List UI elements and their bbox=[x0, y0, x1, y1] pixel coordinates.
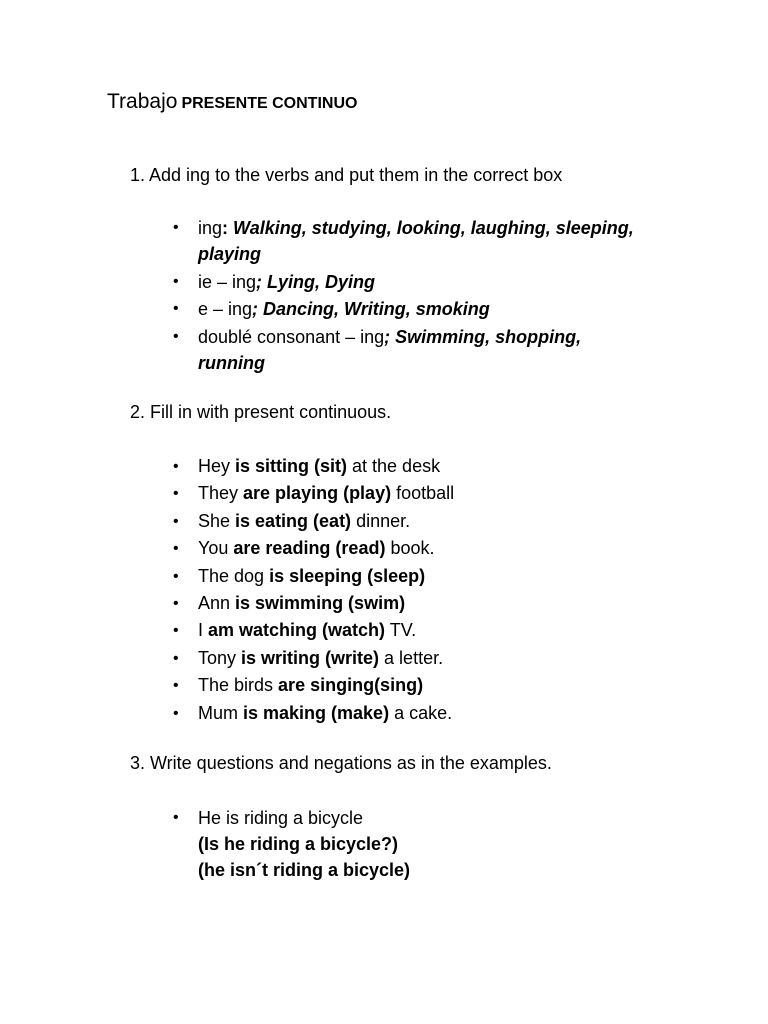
rule-prefix: ie – ing bbox=[198, 272, 257, 292]
rule-separator: ; bbox=[256, 272, 268, 292]
verb-answer: is swimming (swim) bbox=[235, 593, 406, 614]
sentence-start: You bbox=[198, 538, 234, 559]
sentence-start: Ann bbox=[198, 593, 236, 614]
rule-separator: : bbox=[222, 218, 234, 238]
bullet-icon: • bbox=[173, 328, 179, 345]
sentence-end: a letter. bbox=[379, 647, 444, 668]
sentence-start: She bbox=[198, 510, 236, 531]
sentence-start: Tony bbox=[198, 647, 242, 668]
list-item bbox=[0, 453, 638, 480]
title-main: Trabajo bbox=[107, 90, 178, 113]
rule-prefix: e – ing bbox=[198, 299, 253, 319]
bullet-icon: • bbox=[173, 567, 179, 585]
rule-answer: Walking, studying, looking, laughing, sleeping, playing bbox=[198, 218, 634, 264]
bullet-icon: • bbox=[173, 677, 179, 695]
bullet-icon: • bbox=[173, 540, 179, 558]
verb-answer: are playing (play) bbox=[243, 483, 392, 504]
bullet-icon: • bbox=[173, 704, 179, 722]
bullet-icon: • bbox=[173, 485, 179, 503]
list-item bbox=[0, 617, 638, 644]
example-negation: (he isn´t riding a bicycle) bbox=[198, 860, 411, 880]
bullet-icon: • bbox=[173, 809, 179, 826]
rule-answer: Lying, Dying bbox=[267, 272, 376, 292]
list-item bbox=[0, 672, 638, 699]
list-item bbox=[0, 324, 638, 376]
bullet-icon: • bbox=[173, 512, 179, 530]
sentence-end: dinner. bbox=[351, 510, 411, 531]
list-item bbox=[0, 269, 638, 295]
list-item bbox=[0, 563, 638, 590]
sentence-start: The birds bbox=[198, 675, 279, 696]
section-1-heading: 1. Add ing to the verbs and put them in the correct box bbox=[130, 165, 563, 185]
sentence-end: TV. bbox=[385, 620, 417, 641]
verb-answer: are reading (read) bbox=[233, 538, 386, 559]
sentence-end: at the desk bbox=[347, 456, 441, 476]
section-3-list bbox=[0, 805, 638, 883]
sentence-start: Hey bbox=[198, 456, 236, 476]
rule-separator: ; bbox=[384, 327, 396, 347]
list-item bbox=[0, 645, 638, 672]
verb-answer: is making (make) bbox=[243, 702, 390, 723]
bullet-icon: • bbox=[173, 273, 179, 290]
verb-answer: is eating (eat) bbox=[235, 510, 352, 531]
bullet-icon: • bbox=[173, 219, 179, 236]
sentence-start: Mum bbox=[198, 702, 243, 723]
bullet-icon: • bbox=[173, 649, 179, 667]
verb-answer: am watching (watch) bbox=[208, 620, 386, 641]
rule-prefix: ing bbox=[198, 218, 223, 238]
example-statement: He is riding a bicycle bbox=[198, 808, 364, 828]
list-item bbox=[0, 508, 638, 535]
rule-answer: Swimming, shopping, running bbox=[198, 327, 582, 373]
sentence-end: book. bbox=[385, 538, 435, 559]
sentence-start: They bbox=[198, 483, 244, 504]
list-item bbox=[0, 700, 638, 727]
example-question: (Is he riding a bicycle?) bbox=[198, 834, 399, 854]
bullet-icon: • bbox=[173, 595, 179, 613]
list-item bbox=[0, 215, 638, 267]
verb-answer: are singing(sing) bbox=[278, 675, 424, 696]
list-item bbox=[0, 590, 638, 617]
rule-answer: Dancing, Writing, smoking bbox=[263, 299, 490, 319]
bullet-icon: • bbox=[173, 458, 179, 475]
rule-prefix: doublé consonant – ing bbox=[198, 327, 385, 347]
rule-separator: ; bbox=[252, 299, 264, 319]
list-item bbox=[0, 296, 638, 322]
sentence-end: a cake. bbox=[389, 702, 453, 723]
sentence-start: I bbox=[198, 620, 209, 641]
verb-answer: is writing (write) bbox=[241, 647, 380, 668]
list-item bbox=[0, 535, 638, 562]
section-2-heading: 2. Fill in with present continuous. bbox=[130, 402, 392, 422]
list-item bbox=[0, 805, 638, 883]
title-sub: PRESENTE CONTINUO bbox=[181, 95, 358, 112]
sentence-start: The dog bbox=[198, 565, 270, 586]
bullet-icon: • bbox=[173, 300, 179, 317]
verb-answer: is sitting (sit) bbox=[235, 456, 348, 476]
verb-answer: is sleeping (sleep) bbox=[269, 565, 426, 586]
section-2-list bbox=[0, 453, 638, 727]
page-title bbox=[107, 90, 357, 114]
list-item bbox=[0, 480, 638, 507]
sentence-end: football bbox=[391, 483, 455, 504]
bullet-icon: • bbox=[173, 622, 179, 640]
section-3-heading: 3. Write questions and negations as in the examples. bbox=[130, 753, 552, 773]
section-1-list bbox=[0, 215, 638, 376]
